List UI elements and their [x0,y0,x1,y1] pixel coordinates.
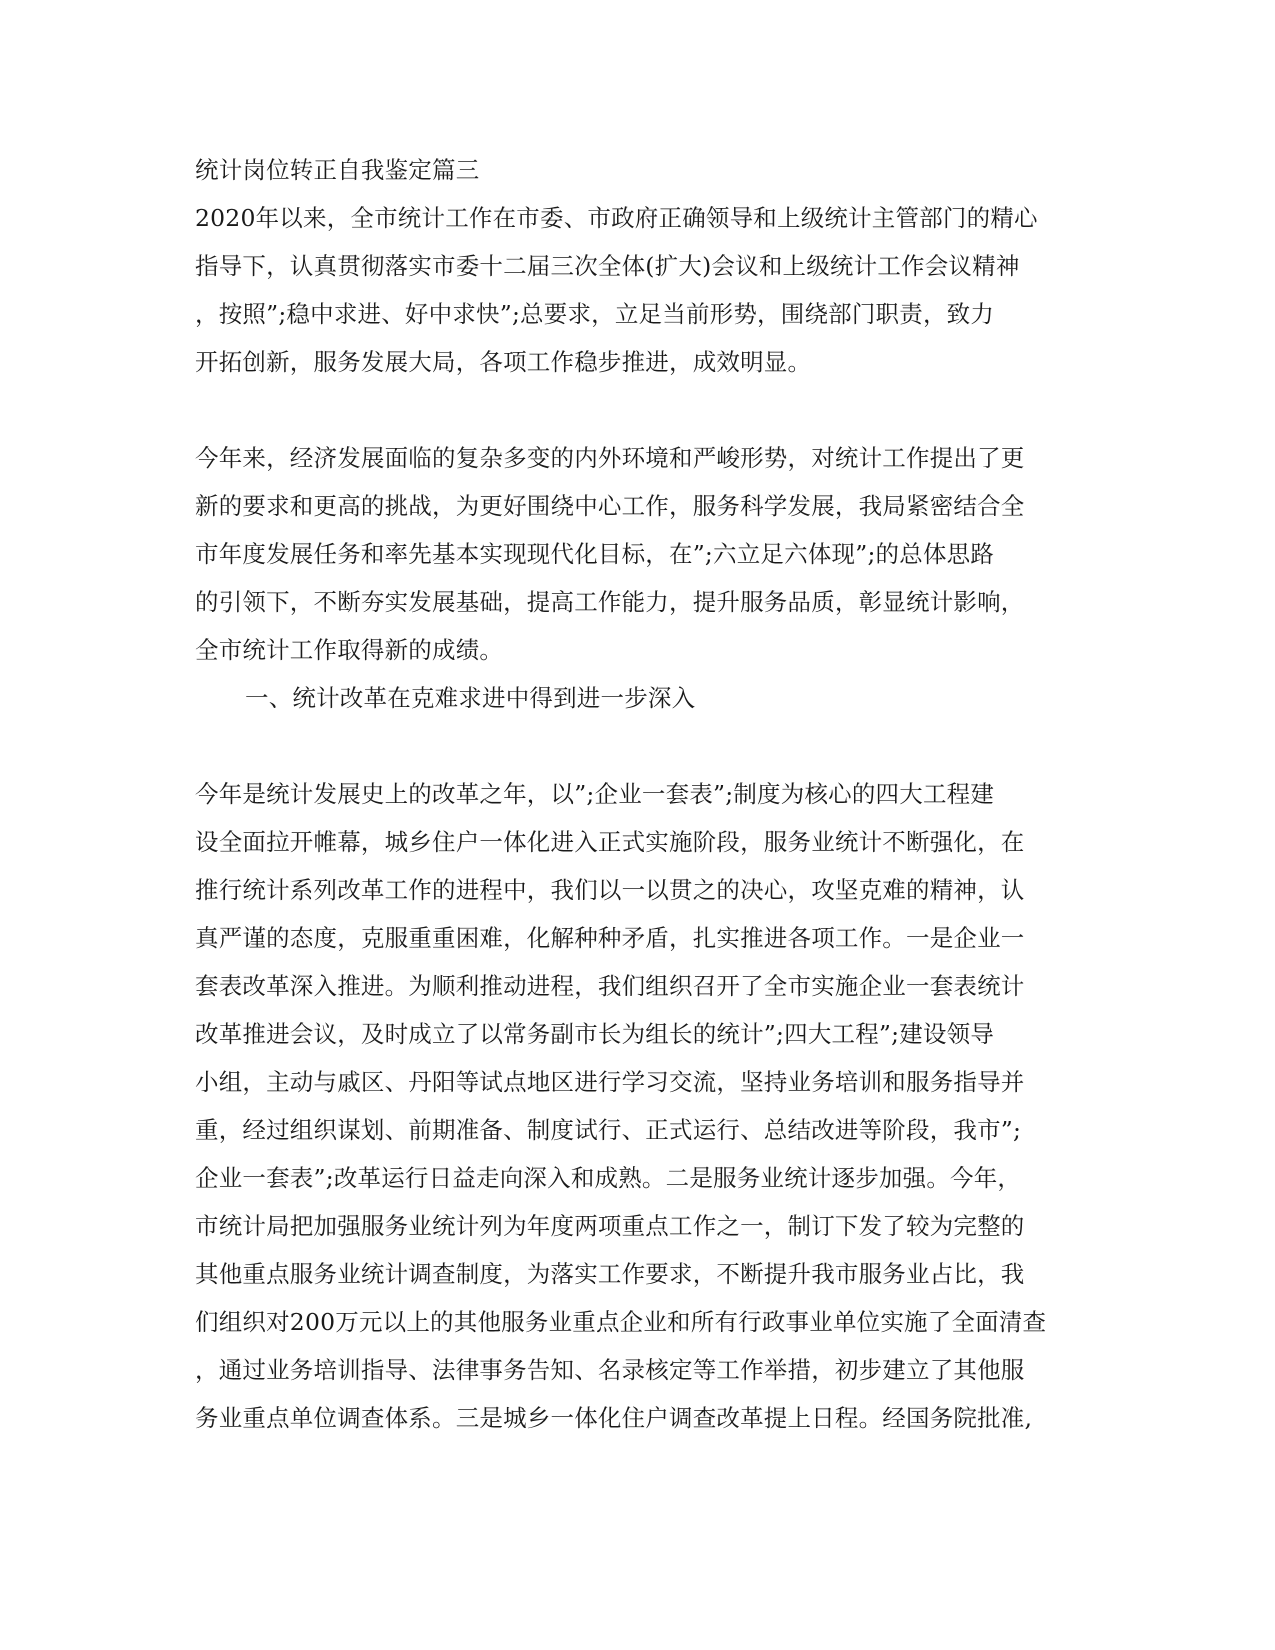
paragraph-line: 企业一套表”;改革运行日益走向深入和成熟。二是服务业统计逐步加强。今年， [195,1164,1022,1192]
paragraph-line: 2020年以来，全市统计工作在市委、市政府正确领导和上级统计主管部门的精心 [195,204,1038,232]
document-title: 统计岗位转正自我鉴定篇三 [195,156,480,184]
paragraph-line: 指导下，认真贯彻落实市委十二届三次全体(扩大)会议和上级统计工作会议精神 [195,252,1020,280]
paragraph-line: ，按照”;稳中求进、好中求快”;总要求，立足当前形势，围绕部门职责，致力 [195,300,995,328]
paragraph-line: ，通过业务培训指导、法律事务告知、名录核定等工作举措，初步建立了其他服 [195,1356,1025,1384]
document-title-block [195,146,1075,194]
paragraph-line: 的引领下，不断夯实发展基础，提高工作能力，提升服务品质，彰显统计影响， [195,588,1025,616]
paragraph-line: 今年是统计发展史上的改革之年，以”;企业一套表”;制度为核心的四大工程建 [195,780,995,808]
paragraph-1 [195,194,1075,386]
paragraph-line: 们组织对200万元以上的其他服务业重点企业和所有行政事业单位实施了全面清查 [195,1308,1047,1336]
paragraph-line: 套表改革深入推进。为顺利推动进程，我们组织召开了全市实施企业一套表统计 [195,972,1025,1000]
paragraph-2 [195,434,1075,674]
paragraph-line: 真严谨的态度，克服重重困难，化解种种矛盾，扎实推进各项工作。一是企业一 [195,924,1025,952]
paragraph-line: 小组，主动与戚区、丹阳等试点地区进行学习交流，坚持业务培训和服务指导并 [195,1068,1025,1096]
paragraph-line: 务业重点单位调查体系。三是城乡一体化住户调查改革提上日程。经国务院批准, [195,1404,1033,1432]
paragraph-line: 全市统计工作取得新的成绩。 [195,636,504,664]
section-heading-block [195,674,1075,722]
paragraph-line: 改革推进会议，及时成立了以常务副市长为组长的统计”;四大工程”;建设领导 [195,1020,995,1048]
paragraph-line: 设全面拉开帷幕，城乡住户一体化进入正式实施阶段，服务业统计不断强化，在 [195,828,1025,856]
section-heading: 一、统计改革在克难求进中得到进一步深入 [245,684,696,712]
paragraph-line: 其他重点服务业统计调查制度，为落实工作要求，不断提升我市服务业占比，我 [195,1260,1025,1288]
paragraph-line: 推行统计系列改革工作的进程中，我们以一以贯之的决心，攻坚克难的精神，认 [195,876,1025,904]
paragraph-line: 重，经过组织谋划、前期准备、制度试行、正式运行、总结改进等阶段，我市”; [195,1116,1022,1144]
paragraph-line: 新的要求和更高的挑战，为更好围绕中心工作，服务科学发展，我局紧密结合全 [195,492,1025,520]
paragraph-line: 开拓创新，服务发展大局，各项工作稳步推进，成效明显。 [195,348,812,376]
paragraph-line: 市统计局把加强服务业统计列为年度两项重点工作之一，制订下发了较为完整的 [195,1212,1025,1240]
paragraph-3 [195,770,1075,1442]
paragraph-line: 市年度发展任务和率先基本实现现代化目标，在”;六立足六体现”;的总体思路 [195,540,995,568]
paragraph-line: 今年来，经济发展面临的复杂多变的内外环境和严峻形势，对统计工作提出了更 [195,444,1025,472]
